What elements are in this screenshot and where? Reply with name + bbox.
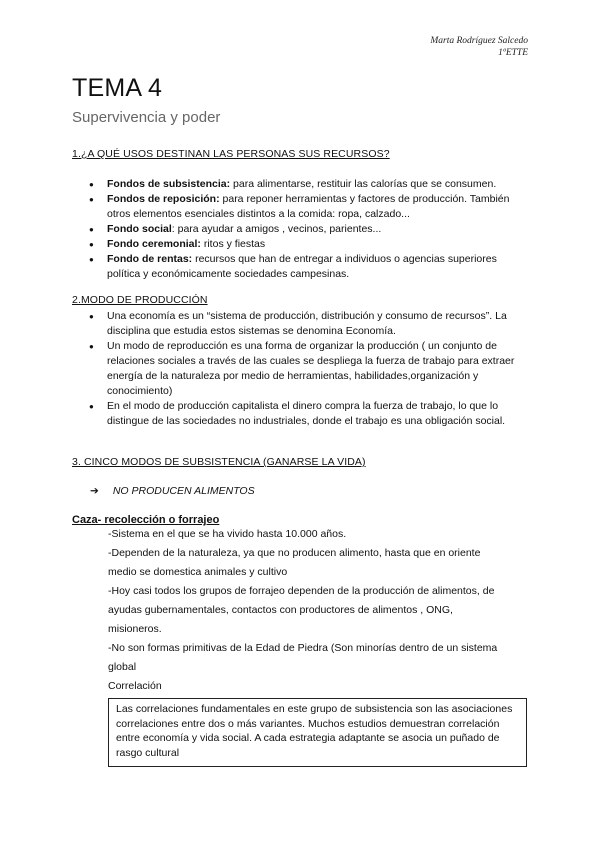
list-item: ● Un modo de reproducción es una forma de organizar la producción ( un conjunto de relaciones sociales a través de las cuales se despliega la fuerza de trabajo para extraer energía de la naturaleza por medio de herramientas, habilidades,organización y conocimiento) xyxy=(72,339,532,399)
text-line: Correlación xyxy=(108,680,162,692)
course-label: 1ºETTE xyxy=(498,48,528,58)
item-text: para alimentarse, restituir las calorías que se consumen. xyxy=(230,178,497,190)
author-name: Marta Rodríguez Salcedo xyxy=(430,36,528,46)
item-term: Fondo de rentas: xyxy=(107,253,193,265)
text-line: -Sistema en el que se ha vivido hasta 10.000 años. xyxy=(108,528,347,540)
text-line: misioneros. xyxy=(108,623,162,635)
body-paragraph xyxy=(108,525,528,696)
item-term: Fondos de reposición: xyxy=(107,193,220,205)
page-title: TEMA 4 xyxy=(72,74,163,102)
item-term: Fondos de subsistencia: xyxy=(107,178,231,190)
text-line: ayudas gubernamentales, contactos con productores de alimentos , ONG, xyxy=(108,604,453,616)
section1-list xyxy=(72,177,532,282)
text-line: medio se domestica animales y cultivo xyxy=(108,566,288,578)
list-item xyxy=(72,222,532,237)
section2-heading: 2.MODO DE PRODUCCIÓN xyxy=(72,294,208,306)
correlation-box: Las correlaciones fundamentales en este grupo de subsistencia son las asociaciones correlaciones entre dos o más variantes. Muchos estudios demuestran correlación entre economía y vida social. A cada estrategia adaptante se asocia un puñado de rasgo cultural xyxy=(108,698,527,767)
item-text: recursos que han de entregar a individuos o agencias superiores política y económicamente sociedades campesinas. xyxy=(107,253,497,280)
item-term: Fondo social xyxy=(107,223,172,235)
page-subtitle: Supervivencia y poder xyxy=(72,109,221,126)
arrow-item xyxy=(90,485,255,497)
list-item xyxy=(72,237,532,252)
text-line: global xyxy=(108,661,137,673)
text-line: -Dependen de la naturaleza, ya que no producen alimento, hasta que en oriente xyxy=(108,547,481,559)
page-header xyxy=(430,35,528,59)
item-text: para reponer herramientas y factores de producción. También otros elementos esenciales distintos a la comida: ropa, calzado... xyxy=(107,193,510,220)
item-text: ritos y fiestas xyxy=(200,238,266,250)
list-item xyxy=(72,192,532,222)
arrow-item-text: NO PRODUCEN ALIMENTOS xyxy=(112,485,255,497)
section1-heading: 1.¿A QUÉ USOS DESTINAN LAS PERSONAS SUS RECURSOS? xyxy=(72,148,390,160)
section3-heading: 3. CINCO MODOS DE SUBSISTENCIA (GANARSE LA VIDA) xyxy=(72,456,366,468)
item-text: : para ayudar a amigos , vecinos, parientes... xyxy=(171,223,382,235)
item-term: Fondo ceremonial: xyxy=(107,238,201,250)
list-item: ● Una economía es un “sistema de producción, distribución y consumo de recursos”. La disciplina que estudia estos sistemas se denomina Economía. xyxy=(72,309,532,339)
arrow-icon: ➔ xyxy=(90,485,99,497)
subsection-heading: Caza- recolección o forrajeo xyxy=(72,514,220,526)
text-line: -Hoy casi todos los grupos de forrajeo dependen de la producción de alimentos, de xyxy=(108,585,495,597)
list-item xyxy=(72,177,532,192)
list-item: ● En el modo de producción capitalista el dinero compra la fuerza de trabajo, lo que lo distingue de las sociedades no industriales, donde el trabajo es una obligación social. xyxy=(72,399,532,429)
section2-list xyxy=(72,309,532,429)
text-line: -No son formas primitivas de la Edad de Piedra (Son minorías dentro de un sistema xyxy=(108,642,498,654)
list-item xyxy=(72,252,532,282)
